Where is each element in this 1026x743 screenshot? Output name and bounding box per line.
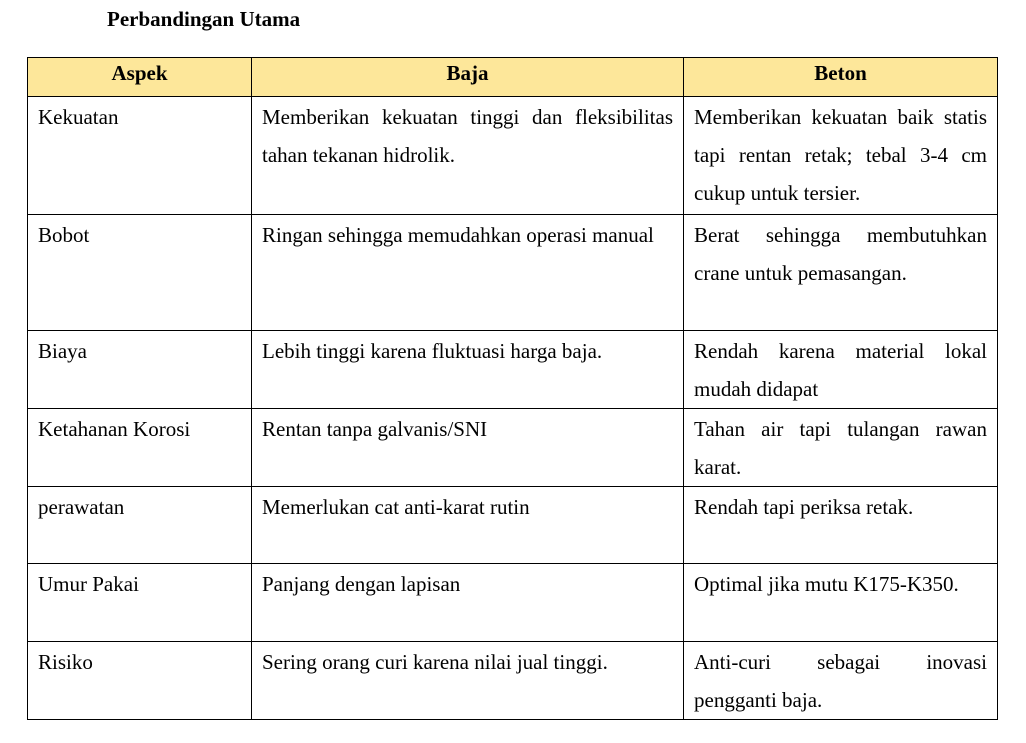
table-row [28, 564, 998, 642]
header-baja: Baja [252, 58, 684, 97]
cell-baja: Rentan tanpa galvanis/SNI [252, 409, 684, 487]
cell-aspek: Bobot [28, 215, 252, 331]
cell-aspek: Ketahanan Korosi [28, 409, 252, 487]
cell-beton: Tahan air tapi tulangan rawan karat. [684, 409, 998, 487]
table-row [28, 642, 998, 720]
cell-baja: Memerlukan cat anti-karat rutin [252, 487, 684, 564]
table-row [28, 215, 998, 331]
header-beton: Beton [684, 58, 998, 97]
header-aspek: Aspek [28, 58, 252, 97]
cell-aspek: perawatan [28, 487, 252, 564]
cell-aspek: Risiko [28, 642, 252, 720]
table-row [28, 97, 998, 215]
cell-aspek: Umur Pakai [28, 564, 252, 642]
cell-beton: Rendah karena material lokal mudah didapat [684, 331, 998, 409]
comparison-table [27, 57, 998, 720]
table-row [28, 331, 998, 409]
cell-baja: Panjang dengan lapisan [252, 564, 684, 642]
cell-aspek: Biaya [28, 331, 252, 409]
cell-beton: Berat sehingga membutuhkan crane untuk pemasangan. [684, 215, 998, 331]
cell-baja: Lebih tinggi karena fluktuasi harga baja. [252, 331, 684, 409]
cell-beton: Optimal jika mutu K175-K350. [684, 564, 998, 642]
table-row [28, 409, 998, 487]
cell-baja: Sering orang curi karena nilai jual tinggi. [252, 642, 684, 720]
cell-baja: Ringan sehingga memudahkan operasi manual [252, 215, 684, 331]
cell-beton: Memberikan kekuatan baik statis tapi rentan retak; tebal 3-4 cm cukup untuk tersier. [684, 97, 998, 215]
table-header-row [28, 58, 998, 97]
cell-baja: Memberikan kekuatan tinggi dan fleksibilitas tahan tekanan hidrolik. [252, 97, 684, 215]
table-row [28, 487, 998, 564]
cell-beton: Rendah tapi periksa retak. [684, 487, 998, 564]
cell-beton: Anti-curi sebagai inovasi pengganti baja. [684, 642, 998, 720]
cell-aspek: Kekuatan [28, 97, 252, 215]
page-title: Perbandingan Utama [107, 7, 301, 31]
